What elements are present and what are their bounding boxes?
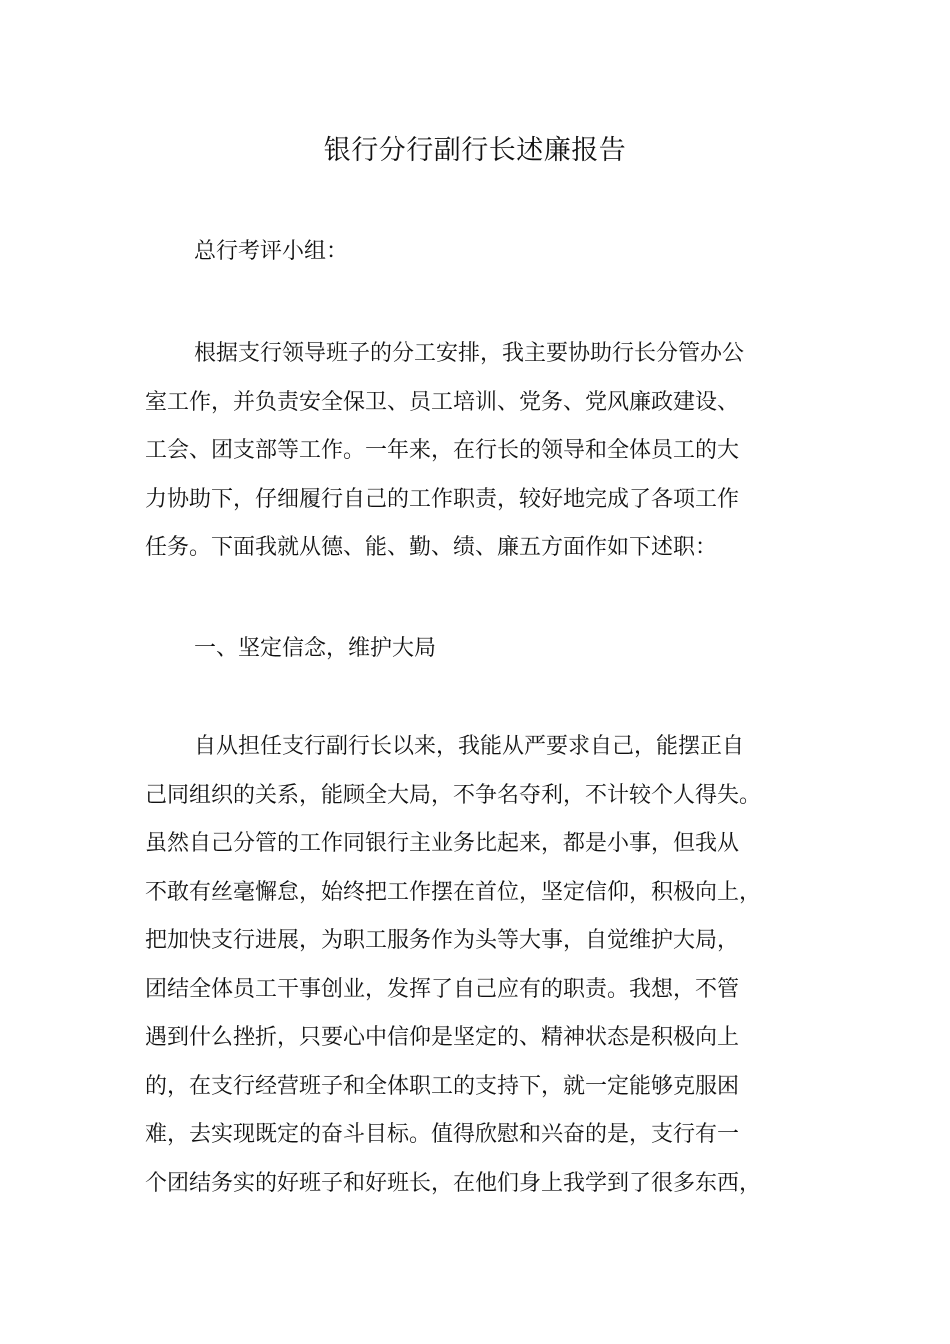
section-heading xyxy=(145,625,815,674)
paragraph-belief xyxy=(145,723,815,1208)
paragraph-line: 力协助下，仔细履行自己的工作职责，较好地完成了各项工作 xyxy=(145,486,740,512)
salutation: 总行考评小组： xyxy=(194,239,349,264)
paragraph-line: 任务。下面我就从德、能、勤、绩、廉五方面作如下述职： xyxy=(145,535,718,560)
document-title: 银行分行副行长述廉报告 xyxy=(323,135,627,166)
paragraph-line: 的，在支行经营班子和全体职工的支持下，就一定能够克服困 xyxy=(145,1073,740,1099)
paragraph-line: 难，去实现既定的奋斗目标。值得欣慰和兴奋的是，支行有一 xyxy=(145,1122,740,1147)
paragraph-duties xyxy=(145,330,815,573)
paragraph-line: 把加快支行进展，为职工服务作为头等大事，自觉维护大局， xyxy=(145,928,740,953)
paragraph-line: 室工作，并负责安全保卫、员工培训、党务、党风廉政建设、 xyxy=(145,389,740,415)
paragraph-line: 己同组织的关系，能顾全大局，不争名夺利，不计较个人得失。 xyxy=(145,782,762,808)
paragraph-line: 个团结务实的好班子和好班长，在他们身上我学到了很多东西， xyxy=(145,1170,762,1196)
paragraph-line: 自从担任支行副行长以来，我能从严要求自己，能摆正自 xyxy=(194,734,745,759)
paragraph-line: 工会、团支部等工作。一年来，在行长的领导和全体员工的大 xyxy=(145,438,740,463)
section-heading-text: 一、坚定信念，维护大局 xyxy=(194,636,437,661)
paragraph-line: 遇到什么挫折，只要心中信仰是坚定的、精神状态是积极向上 xyxy=(145,1025,740,1050)
paragraph-line: 根据支行领导班子的分工安排，我主要协助行长分管办公 xyxy=(194,341,745,366)
paragraph-line: 不敢有丝毫懈怠，始终把工作摆在首位，坚定信仰，积极向上， xyxy=(145,879,762,905)
paragraph-line: 虽然自己分管的工作同银行主业务比起来，都是小事，但我从 xyxy=(145,831,740,856)
paragraph-line: 团结全体员工干事创业，发挥了自己应有的职责。我想，不管 xyxy=(145,976,740,1002)
